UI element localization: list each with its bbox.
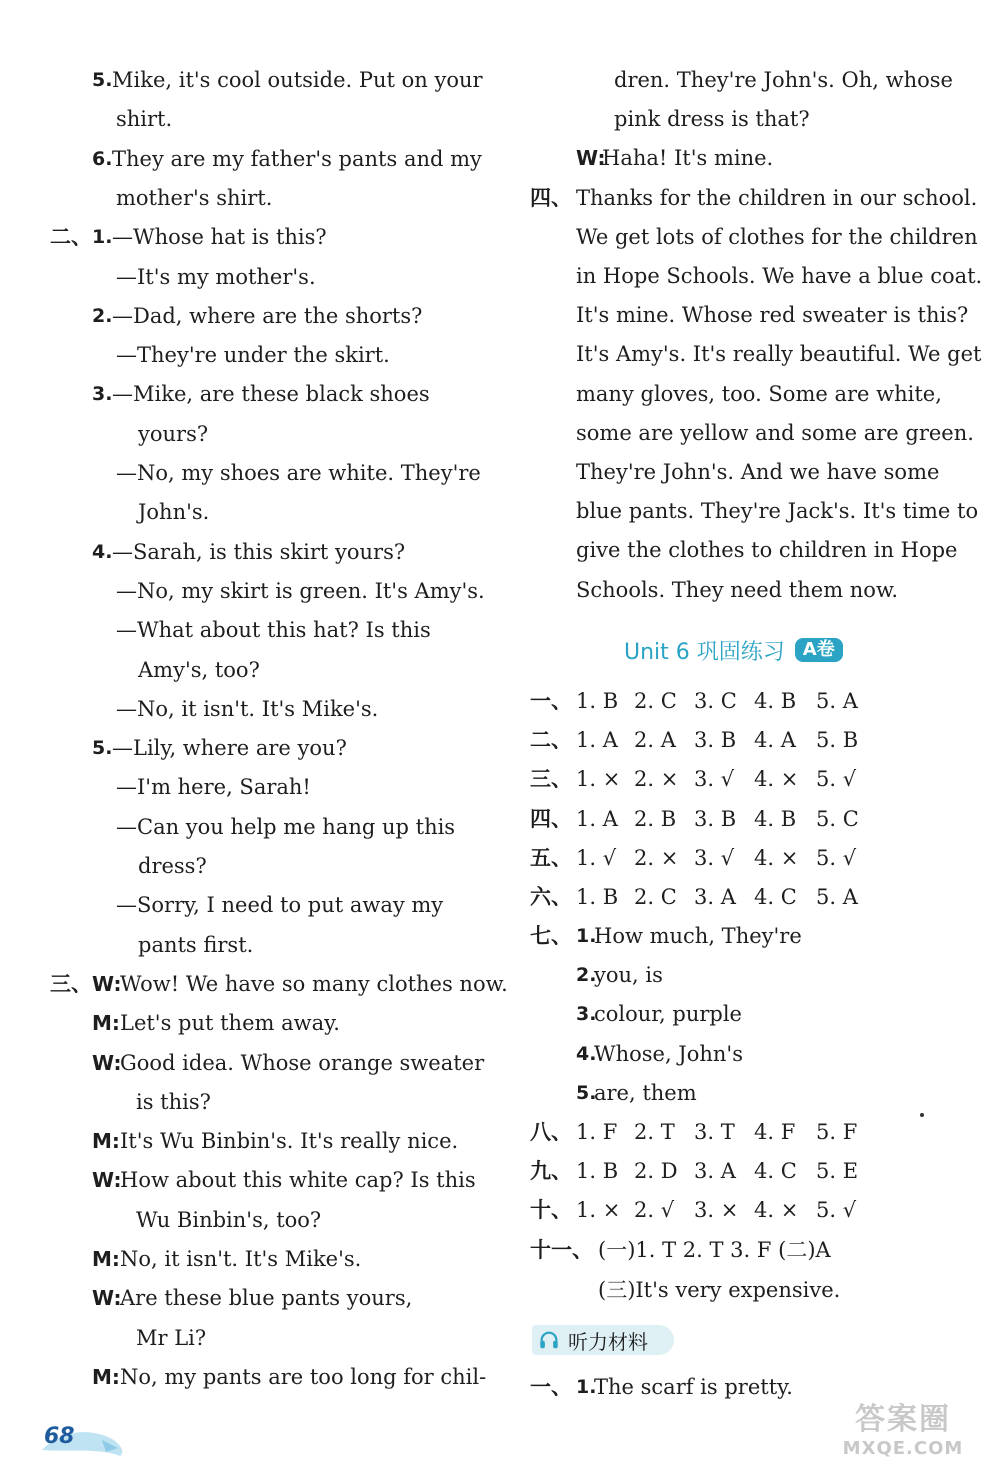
speaker-label: W: (92, 1168, 122, 1192)
line-text: dren. They're John's. Oh, whose (614, 68, 953, 92)
section-marker: 六、 (530, 885, 572, 909)
line-text: —I'm here, Sarah! (116, 775, 311, 799)
item-number: 5. (92, 737, 113, 759)
answer-item: 2. D (634, 1159, 678, 1183)
section-marker: 二、 (50, 225, 92, 249)
eleven-row (0, 1235, 1000, 1265)
line-text: How about this white cap? Is this (120, 1168, 476, 1192)
watermark-logo (828, 1394, 978, 1464)
answer-item: 4. C (754, 1159, 797, 1183)
fill-in-row (0, 1039, 1000, 1069)
section-marker: 三、 (530, 767, 572, 791)
line-text: It's Wu Binbin's. It's really nice. (120, 1129, 459, 1153)
line-text: —Lily, where are you? (112, 736, 347, 760)
line-text: We get lots of clothes for the children (576, 225, 978, 249)
answer-item: 3. B (694, 728, 737, 752)
unit-badge: A卷 (795, 638, 843, 662)
answer-item: 5. C (816, 807, 859, 831)
item-number: 2. (576, 964, 597, 986)
answer-item: 3. A (694, 1159, 736, 1183)
line-text: Let's put them away. (120, 1011, 340, 1035)
answer-item: 4. C (754, 885, 797, 909)
answer-item: 5. B (816, 728, 859, 752)
section-marker: 二、 (530, 728, 572, 752)
item-number: 1. (576, 1376, 597, 1398)
line-text: —Dad, where are the shorts? (112, 304, 423, 328)
answer-item: 1. B (576, 885, 619, 909)
answer-item: 5. √ (816, 767, 857, 791)
item-number: 5. (576, 1082, 597, 1104)
answer-item: 3. A (694, 885, 736, 909)
line-text: —What about this hat? Is this (116, 618, 431, 642)
line-text: in Hope Schools. We have a blue coat. (576, 264, 983, 288)
page-number: 68 (44, 1424, 75, 1449)
line-text: some are yellow and some are green. (576, 421, 974, 445)
eleven-row (0, 1275, 1000, 1305)
unit-title: Unit 6 巩固练习 (624, 639, 785, 665)
answer-row (0, 804, 1000, 834)
item-number: 4. (576, 1043, 597, 1065)
headphones-icon (538, 1329, 560, 1351)
line-text: mother's shirt. (116, 186, 273, 210)
answer-row (0, 1156, 1000, 1186)
speaker-label: W: (576, 146, 606, 170)
line-text: —Whose hat is this? (112, 225, 327, 249)
item-number: 1. (92, 226, 113, 248)
right-line (0, 300, 1000, 330)
line-text: It's mine. Whose red sweater is this? (576, 303, 969, 327)
left-line (0, 615, 490, 645)
right-line (0, 183, 1000, 213)
section-marker: 四、 (530, 807, 572, 831)
line-text: Mr Li? (136, 1326, 207, 1350)
unit-heading (624, 634, 843, 666)
answer-row (0, 1195, 1000, 1225)
answer-item: 5. F (816, 1120, 858, 1144)
answer-item: 1. B (576, 689, 619, 713)
line-text: No, my pants are too long for chil- (120, 1365, 487, 1389)
line-text: —Sarah, is this skirt yours? (112, 540, 406, 564)
line-text: Wu Binbin's, too? (136, 1208, 322, 1232)
stray-mark (920, 1113, 924, 1117)
section-marker: 十一、 (530, 1238, 593, 1262)
left-line (0, 655, 490, 685)
line-text: colour, purple (594, 1002, 742, 1026)
answer-item: 4. F (754, 1120, 796, 1144)
section-marker: 四、 (530, 186, 572, 210)
answer-item: 4. A (754, 728, 796, 752)
answer-item: 1. A (576, 728, 618, 752)
left-line (0, 1323, 490, 1353)
line-text: —They're under the skirt. (116, 343, 390, 367)
answer-row (0, 1117, 1000, 1147)
answer-row (0, 725, 1000, 755)
speaker-label: M: (92, 1129, 120, 1153)
right-line (0, 575, 1000, 605)
line-text: Thanks for the children in our school. (576, 186, 978, 210)
line-text: —Mike, are these black shoes (112, 382, 430, 406)
answer-item: 5. A (816, 689, 858, 713)
line-text: —Sorry, I need to put away my (116, 893, 444, 917)
watermark-text: 答案圈 (855, 1402, 951, 1437)
line-text: you, is (594, 963, 663, 987)
right-line (0, 379, 1000, 409)
answer-row (0, 686, 1000, 716)
answer-item: 1. × (576, 1198, 621, 1222)
speaker-label: W: (92, 1051, 122, 1075)
speaker-label: M: (92, 1011, 120, 1035)
line-text: Wow! We have so many clothes now. (120, 972, 508, 996)
section-marker: 一、 (530, 689, 572, 713)
answer-item: 5. A (816, 885, 858, 909)
section-marker: 七、 (530, 924, 572, 948)
answer-item: 2. × (634, 767, 679, 791)
answer-item: 3. √ (694, 846, 735, 870)
line-text: pink dress is that? (614, 107, 810, 131)
answer-item: 3. C (694, 689, 737, 713)
line-text: —No, it isn't. It's Mike's. (116, 697, 379, 721)
line-text: —Can you help me hang up this (116, 815, 456, 839)
line-text: The scarf is pretty. (594, 1375, 793, 1399)
line-text: Mike, it's cool outside. Put on your (112, 68, 483, 92)
line-text: —No, my skirt is green. It's Amy's. (116, 579, 485, 603)
item-number: 2. (92, 305, 113, 327)
line-text: Are these blue pants yours, (120, 1286, 413, 1310)
answer-item: 4. B (754, 807, 797, 831)
answer-item: 1. √ (576, 846, 617, 870)
line-text: pants first. (138, 933, 254, 957)
answer-item: 3. T (694, 1120, 735, 1144)
item-number: 4. (92, 541, 113, 563)
section-marker: 十、 (530, 1198, 572, 1222)
answer-row (0, 764, 1000, 794)
line-text: Haha! It's mine. (602, 146, 774, 170)
section-marker: 九、 (530, 1159, 572, 1183)
item-number: 1. (576, 925, 597, 947)
watermark-url: MXQE.COM (842, 1438, 964, 1459)
line-text: (三)It's very expensive. (598, 1278, 841, 1302)
section-tag-label: 听力材料 (568, 1329, 648, 1354)
answer-row (0, 882, 1000, 912)
answer-item: 1. F (576, 1120, 618, 1144)
item-number: 3. (92, 383, 113, 405)
speaker-label: W: (92, 1286, 122, 1310)
right-line (0, 65, 1000, 95)
answer-item: 2. A (634, 728, 676, 752)
line-text: are, them (594, 1081, 697, 1105)
answer-row (0, 843, 1000, 873)
right-line (0, 457, 1000, 487)
line-text: Good idea. Whose orange sweater (120, 1051, 485, 1075)
answer-item: 5. √ (816, 1198, 857, 1222)
line-text: —No, my shoes are white. They're (116, 461, 481, 485)
section-marker: 三、 (50, 972, 92, 996)
answer-item: 3. B (694, 807, 737, 831)
answer-item: 5. E (816, 1159, 859, 1183)
answer-item: 4. × (754, 846, 799, 870)
line-text: No, it isn't. It's Mike's. (120, 1247, 362, 1271)
item-number: 3. (576, 1003, 597, 1025)
line-text: give the clothes to children in Hope (576, 538, 958, 562)
line-text: —It's my mother's. (116, 265, 316, 289)
answer-item: 2. C (634, 885, 677, 909)
right-line (0, 104, 1000, 134)
speaker-label: M: (92, 1365, 120, 1389)
answer-item: 1. × (576, 767, 621, 791)
answer-item: 1. A (576, 807, 618, 831)
right-line (0, 535, 1000, 565)
line-text: blue pants. They're Jack's. It's time to (576, 499, 979, 523)
right-line (0, 143, 1000, 173)
right-line (0, 339, 1000, 369)
line-text: Schools. They need them now. (576, 578, 899, 602)
line-text: yours? (138, 422, 209, 446)
item-number: 5. (92, 69, 113, 91)
line-text: How much, They're (594, 924, 802, 948)
answer-item: 3. √ (694, 767, 735, 791)
right-line (0, 261, 1000, 291)
answer-item: 1. B (576, 1159, 619, 1183)
fill-in-row (0, 960, 1000, 990)
fill-in-row (0, 999, 1000, 1029)
section-marker: 八、 (530, 1120, 572, 1144)
answer-item: 2. T (634, 1120, 675, 1144)
listening-material-tag (532, 1325, 674, 1355)
line-text: dress? (138, 854, 207, 878)
answer-item: 2. × (634, 846, 679, 870)
speaker-label: M: (92, 1247, 120, 1271)
fill-in-row (0, 921, 1000, 951)
answer-item: 3. × (694, 1198, 739, 1222)
line-text: They're John's. And we have some (576, 460, 940, 484)
line-text: They are my father's pants and my (112, 147, 482, 171)
answer-item: 2. B (634, 807, 677, 831)
line-text: many gloves, too. Some are white, (576, 382, 942, 406)
speaker-label: W: (92, 972, 122, 996)
answer-item: 2. C (634, 689, 677, 713)
answer-item: 4. × (754, 767, 799, 791)
line-text: Whose, John's (594, 1042, 743, 1066)
right-line (0, 418, 1000, 448)
right-line (0, 496, 1000, 526)
line-text: shirt. (116, 107, 173, 131)
answer-item: 5. √ (816, 846, 857, 870)
answer-item: 4. B (754, 689, 797, 713)
right-line (0, 222, 1000, 252)
line-text: John's. (138, 500, 210, 524)
fill-in-row (0, 1078, 1000, 1108)
line-text: is this? (136, 1090, 211, 1114)
section-marker: 一、 (530, 1375, 572, 1399)
line-text: It's Amy's. It's really beautiful. We get (576, 342, 982, 366)
answer-item: 4. × (754, 1198, 799, 1222)
line-text: (一)1. T 2. T 3. F (二)A (598, 1238, 831, 1262)
answer-item: 2. √ (634, 1198, 675, 1222)
item-number: 6. (92, 148, 113, 170)
section-marker: 五、 (530, 846, 572, 870)
line-text: Amy's, too? (138, 658, 260, 682)
